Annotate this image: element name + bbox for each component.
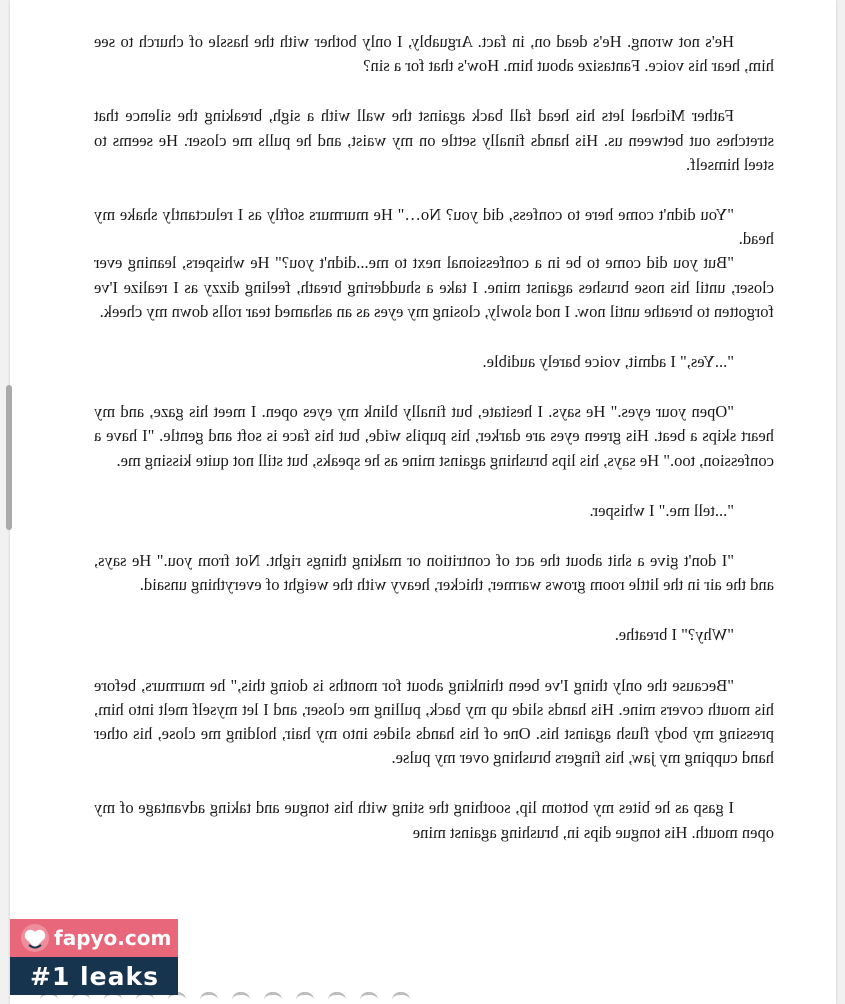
paragraph: "But you did come to be in a confessional next to me...didn't you?" He whispers, leaning ever closer, until his nose brushes against mine. I take a shuddering breath, feeling dizzy as I realize I've forgotten to breathe until now. I nod slowly, closing my eyes as an ashamed tear rolls down my cheek. — [94, 253, 774, 321]
paragraph: "I don't give a shit about the act of contrition or making things right. Not from you." He says, and the air in the little room grows warmer, thicker, heavy with the weight of everything unsaid. — [94, 551, 774, 595]
paragraph: "Because the only thing I've been thinking about for months is doing this," he murmurs, before his mouth covers mine. His hands slide up my back, pulling me closer, and I let myself melt into him, pressing my body flush against his. One of his hands slides into my hair, holding me close, his other hand cupping my jaw, his fingers brushing over my pulse. — [94, 675, 774, 768]
paragraph: "Open your eyes." He says. I hesitate, but finally blink my eyes open. I meet his gaze, and my heart skips a beat. His green eyes are darker, his pupils wide, but his face is soft and gentle. "I have a confession, too." He says, his lips brushing against mine as he speaks, but still not quite kissing me. — [94, 402, 774, 470]
watermark-tagline-text: #1 leaks — [30, 961, 159, 991]
watermark-site-text: fapyo.com — [54, 926, 172, 950]
watermark-tagline-bar — [10, 957, 178, 995]
paragraph: I gasp as he bites my bottom lip, soothing the sting with his tongue and taking advantage of my open mouth. His tongue dips in, brushing against mine — [94, 798, 774, 842]
watermark-badge — [10, 919, 178, 995]
paragraph: "...Yes," I admit, voice barely audible. — [482, 352, 734, 372]
vertical-scrollbar[interactable] — [6, 385, 12, 530]
paragraph: "Why?" I breathe. — [614, 625, 734, 645]
paragraph: "...tell me." I whisper. — [589, 500, 734, 520]
paragraph: "You didn't come here to confess, did you? No…" He murmurs softly as I reluctantly shake my head. — [94, 205, 774, 249]
mirrored-text-column — [94, 30, 774, 871]
document-page — [10, 0, 836, 1004]
watermark-site-bar — [10, 919, 178, 957]
paragraph: Father Michael lets his head fall back against the wall with a sigh, breaking the silence that stretches out between us. His hands finally settle on my waist, and he pulls me closer. He seems to steel himself. — [94, 106, 774, 174]
paragraph: He's not wrong. He's dead on, in fact. Arguably, I only bother with the hassle of church to see him, hear his voice. Fantasize about him. How's that for a sin? — [94, 32, 774, 76]
heart-logo-icon — [20, 923, 50, 953]
